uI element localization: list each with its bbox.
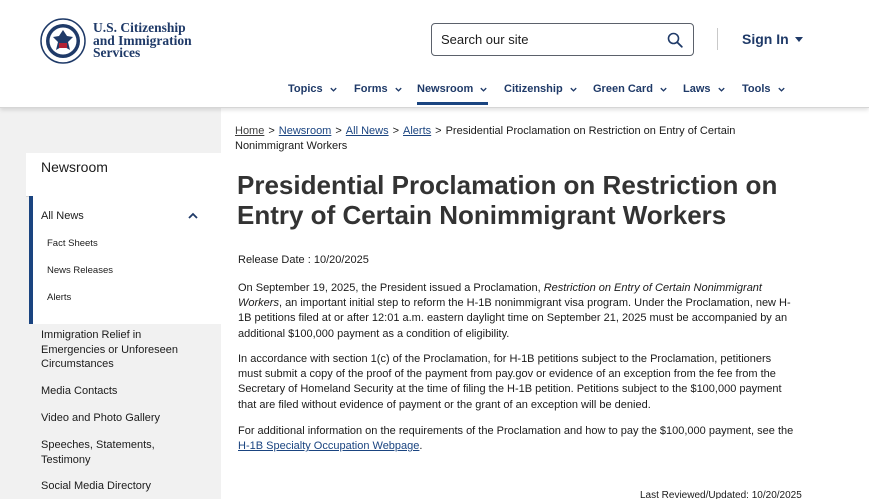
- nav-label: Citizenship: [504, 83, 563, 95]
- sidebar-item-video-photo-gallery[interactable]: Video and Photo Gallery: [41, 412, 161, 424]
- search-icon[interactable]: [660, 25, 690, 55]
- nav-label: Tools: [742, 83, 771, 95]
- last-reviewed: Last Reviewed/Updated: 10/20/2025: [640, 490, 802, 499]
- breadcrumb-home[interactable]: Home: [235, 125, 265, 137]
- nav-label: Topics: [288, 83, 323, 95]
- logo-line-2: and Immigration: [93, 32, 192, 48]
- sidebar-item-fact-sheets[interactable]: Fact Sheets: [47, 238, 98, 249]
- header-divider: [717, 28, 718, 50]
- p1-text-continued: , an important initial step to reform the H-1B nonimmigrant visa program. Under the Proclamation, new H-1B petitions filed at or after 12:01 a.m. eastern daylight time on September 21, 2025 must be accompanied by an additional $100,000 payment as a condition of eligibility.: [238, 297, 791, 340]
- breadcrumb-all-news[interactable]: All News: [345, 125, 389, 137]
- nav-newsroom[interactable]: [417, 81, 488, 97]
- breadcrumb-newsroom[interactable]: Newsroom: [278, 125, 332, 137]
- sidebar-item-alerts[interactable]: Alerts: [47, 292, 72, 303]
- logo-text: [93, 22, 192, 60]
- sign-in-label: Sign In: [742, 31, 789, 47]
- nav-green-card[interactable]: [593, 81, 668, 97]
- nav-forms[interactable]: [354, 81, 403, 97]
- p1-text: On September 19, 2025, the President issued a Proclamation,: [238, 282, 544, 294]
- sidebar-title: Newsroom: [41, 159, 108, 175]
- proclamation-title: Restriction on Entry of Certain Nonimmigrant Workers: [238, 282, 762, 310]
- breadcrumb-alerts[interactable]: Alerts: [403, 125, 432, 137]
- uscis-logo[interactable]: [40, 18, 192, 64]
- sidebar-item-all-news[interactable]: All News: [41, 210, 84, 222]
- nav-label: Laws: [683, 83, 711, 95]
- nav-label: Forms: [354, 83, 388, 95]
- breadcrumb-separator: >: [392, 125, 400, 137]
- active-nav-indicator: [417, 102, 488, 105]
- dhs-seal-icon: [40, 18, 86, 64]
- logo-line-1: U.S. Citizenship: [93, 20, 186, 36]
- release-date-value: 10/20/2025: [313, 254, 369, 266]
- caret-down-icon: [795, 37, 803, 42]
- sidebar-item-social-media[interactable]: Social Media Directory: [41, 480, 152, 492]
- nav-laws[interactable]: [683, 81, 726, 97]
- chevron-down-icon: [479, 85, 488, 94]
- chevron-down-icon: [394, 85, 403, 94]
- sidebar-all-news-group: [29, 196, 221, 324]
- sidebar-item-immigration-relief[interactable]: Immigration Relief in Emergencies or Unforeseen Circumstances: [41, 329, 178, 370]
- breadcrumb-current: Presidential Proclamation on Restriction on Entry of Certain Nonimmigrant Workers: [235, 125, 736, 152]
- search-placeholder: Search our site: [441, 32, 529, 47]
- body-paragraph-3: [238, 424, 798, 454]
- chevron-up-icon[interactable]: [187, 210, 199, 222]
- release-date: [238, 254, 369, 266]
- sidebar-item-media-contacts[interactable]: Media Contacts: [41, 385, 118, 397]
- page-title: Presidential Proclamation on Restriction on Entry of Certain Nonimmigrant Workers: [237, 170, 778, 230]
- sidebar-item-speeches[interactable]: Speeches, Statements, Testimony: [41, 439, 155, 466]
- h1b-webpage-link[interactable]: H-1B Specialty Occupation Webpage: [238, 440, 420, 453]
- sign-in-button[interactable]: [742, 31, 803, 47]
- chevron-down-icon: [659, 85, 668, 94]
- logo-line-3: Services: [93, 45, 141, 61]
- breadcrumb-separator: >: [435, 125, 442, 137]
- p3-text-end: .: [419, 440, 423, 453]
- site-header: [0, 0, 869, 108]
- sidebar-nav: [0, 108, 221, 499]
- body-paragraph-1: [238, 281, 798, 342]
- breadcrumb: [235, 124, 775, 153]
- sidebar-item-news-releases[interactable]: News Releases: [47, 265, 113, 276]
- chevron-down-icon: [717, 85, 726, 94]
- nav-topics[interactable]: [288, 81, 338, 97]
- chevron-down-icon: [329, 85, 338, 94]
- nav-label: Green Card: [593, 83, 653, 95]
- nav-tools[interactable]: [742, 81, 786, 97]
- main-navigation: [0, 81, 869, 107]
- nav-label: Newsroom: [417, 83, 474, 95]
- sidebar-header: [26, 153, 221, 197]
- release-date-label: Release Date :: [238, 254, 311, 266]
- nav-citizenship[interactable]: [504, 81, 578, 97]
- breadcrumb-separator: >: [335, 125, 342, 137]
- chevron-down-icon: [569, 85, 578, 94]
- search-input[interactable]: [431, 23, 694, 56]
- breadcrumb-separator: >: [268, 125, 275, 137]
- body-paragraph-2: In accordance with section 1(c) of the Proclamation, for H-1B petitions subject to the Proclamation, petitioners must submit a copy of the proof of the payment from pay.gov or evidence of an exception from the fee from the Secretary of Homeland Security at the time of filing the H-1B petition. Petitions subject to the $100,000 payment that are filed without evidence of payment or the grant of an exception will be denied.: [238, 353, 782, 411]
- p3-text: For additional information on the requirements of the Proclamation and how to pay the $100,000 payment, see the: [238, 425, 794, 437]
- chevron-down-icon: [777, 85, 786, 94]
